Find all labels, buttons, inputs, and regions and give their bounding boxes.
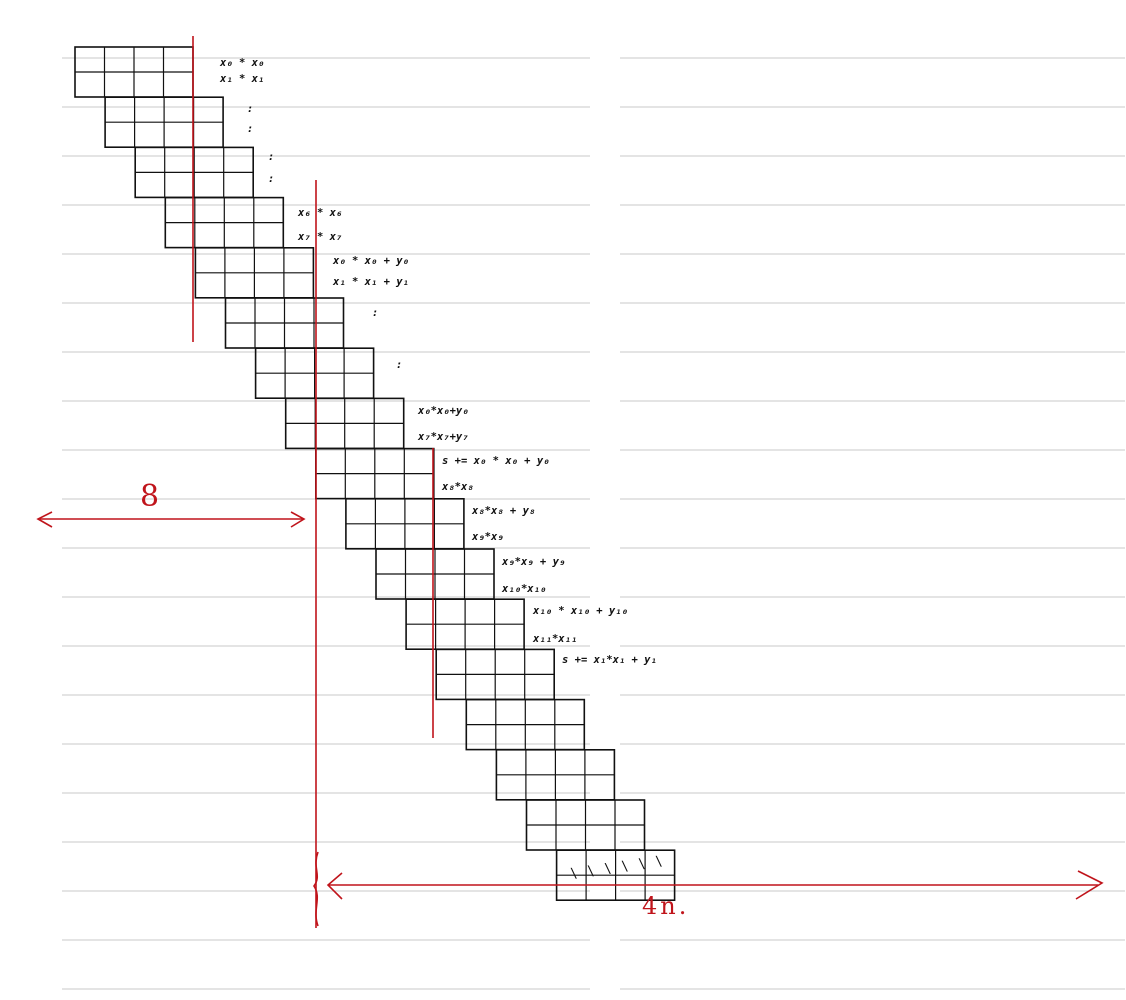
length-label: 4n. (642, 892, 690, 920)
vertical-dot-mark: : (247, 123, 254, 135)
annotation-text: x₀ * x₀ (220, 57, 265, 69)
annotation-text: x₁₀*x₁₀ (502, 583, 547, 595)
pipeline-blocks (75, 47, 675, 900)
annotation-text: x₁₁*x₁₁ (533, 633, 578, 645)
vertical-dot-mark: : (268, 173, 275, 185)
block (226, 298, 344, 348)
block (466, 700, 584, 750)
annotation-text: x₉*x₉ (472, 531, 504, 543)
block (75, 47, 193, 97)
annotation-text: x₆ * x₆ (298, 207, 343, 219)
annotation-text: x₁ * x₁ + y₁ (333, 276, 409, 288)
block (286, 398, 404, 448)
vertical-dot-mark: : (247, 103, 254, 115)
annotation-text: x₇ * x₇ (298, 231, 343, 243)
annotation-text: x₇*x₇+y₇ (418, 431, 469, 443)
annotation-text: x₈*x₈ + y₈ (472, 505, 536, 517)
vertical-dot-mark: : (396, 359, 403, 371)
block (256, 348, 374, 398)
annotation-text: s += x₀ * x₀ + y₀ (442, 455, 550, 467)
annotation-text: x₁ * x₁ (220, 73, 265, 85)
annotation-text: x₀ * x₀ + y₀ (333, 255, 409, 267)
block (346, 499, 464, 549)
block (406, 599, 524, 649)
width-arrow (38, 512, 304, 527)
annotation-text: x₀*x₀+y₀ (418, 405, 469, 417)
block (316, 449, 434, 499)
length-arrow (314, 852, 1102, 926)
continuation-marks: \ \ \ \ \ \ (570, 852, 667, 882)
block (135, 147, 253, 197)
block (496, 750, 614, 800)
annotation-text: x₁₀ * x₁₀ + y₁₀ (533, 605, 628, 617)
width-label: 8 (140, 479, 160, 514)
block (376, 549, 494, 599)
annotation-text: x₉*x₉ + y₉ (502, 556, 566, 568)
block (436, 649, 554, 699)
annotation-text: x₈*x₈ (442, 481, 474, 493)
block (195, 248, 313, 298)
annotation-text: s += x₁*x₁ + y₁ (562, 654, 657, 666)
vertical-dot-mark: : (268, 151, 275, 163)
block (105, 97, 223, 147)
vertical-dot-mark: : (372, 307, 379, 319)
